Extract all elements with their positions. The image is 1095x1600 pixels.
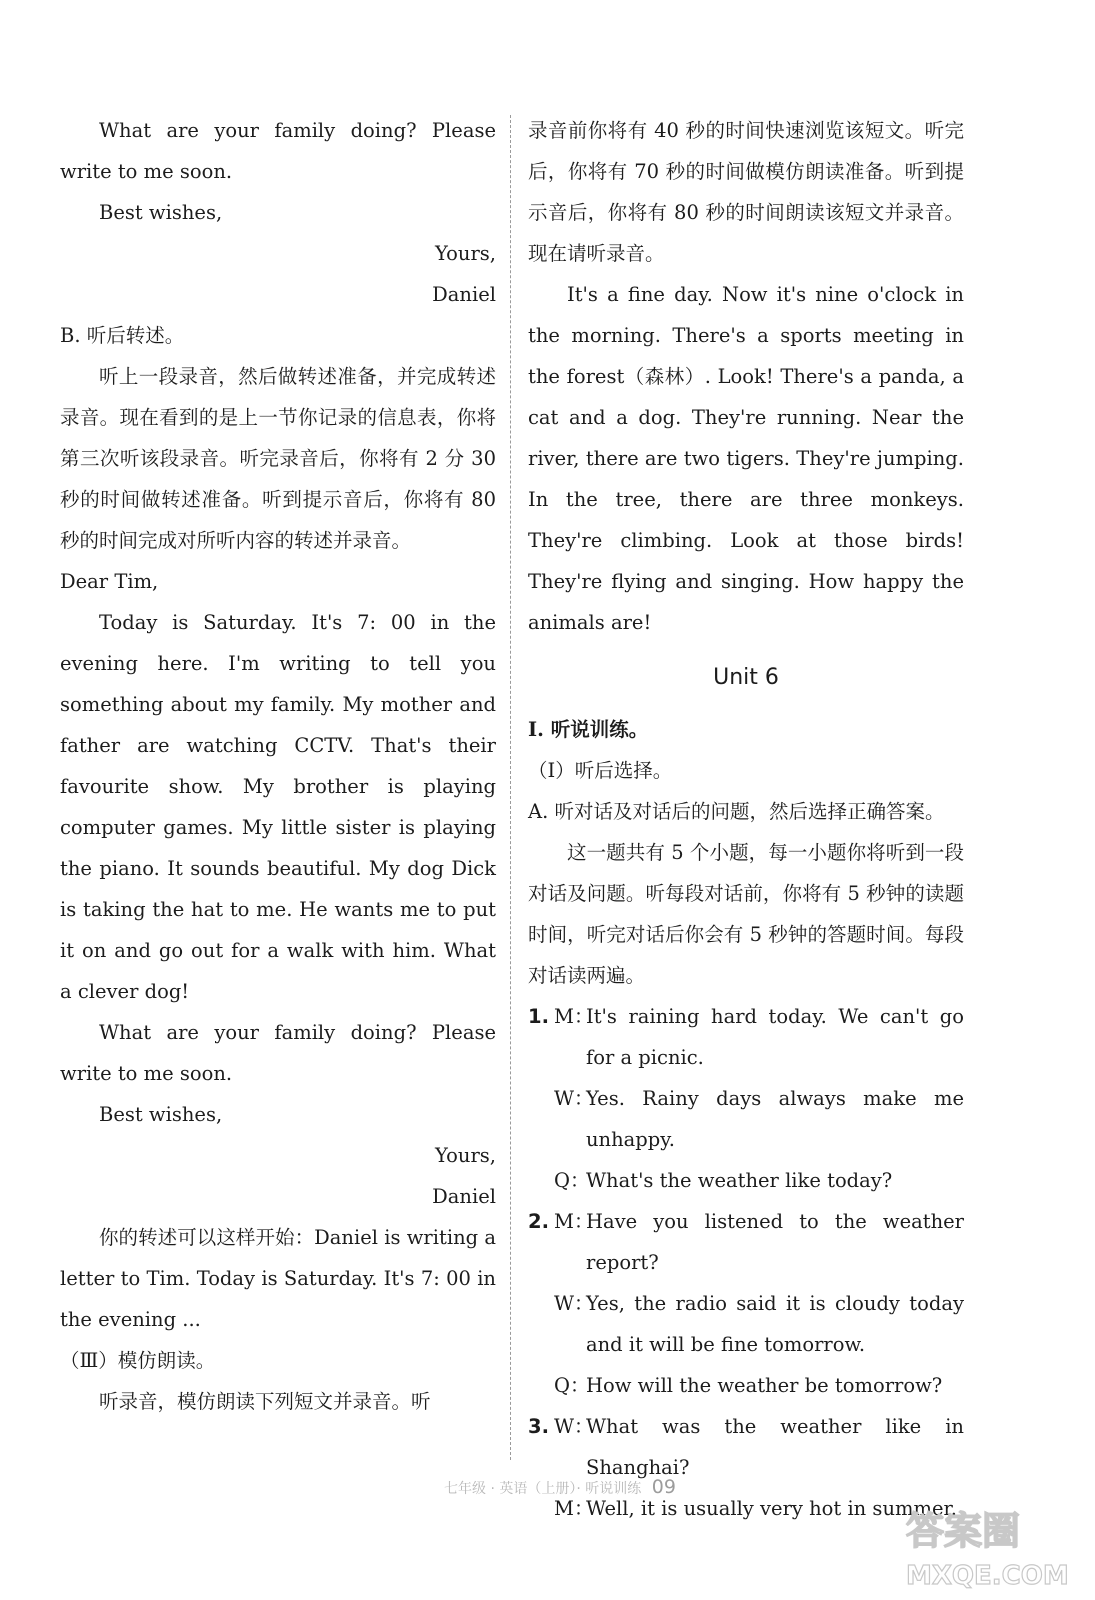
speaker: W： bbox=[554, 1292, 594, 1315]
letter1-yours: Yours, bbox=[434, 242, 496, 265]
letter2-best-wishes: Best wishes, bbox=[99, 1103, 223, 1126]
speaker: W： bbox=[554, 1087, 594, 1110]
watermark-url: MXQE.COM bbox=[906, 1561, 1069, 1590]
dialogue-number: 2. bbox=[528, 1210, 549, 1233]
page-number: 09 bbox=[651, 1476, 676, 1498]
reading-passage: It's a fine day. Now it's nine o'clock in the morning. There's a sports meeting in the forest（森林）. Look! There's a panda, a cat and a dog. They're running. Near the river, there are two tigers. They're jumping. In the tree, there are three monkeys. They're climbing. Look at those birds! They're flying and singing. How happy the animals are! bbox=[528, 283, 964, 634]
section-i-heading: Ⅰ. 听说训练。 bbox=[528, 718, 649, 741]
right-column bbox=[528, 110, 964, 1529]
speaker: Q： bbox=[554, 1374, 590, 1397]
dialogue-3 bbox=[528, 1406, 964, 1529]
dialogue-line bbox=[554, 1283, 964, 1365]
subsection-i-heading: （Ⅰ）听后选择。 bbox=[528, 759, 673, 782]
speaker: Q： bbox=[554, 1169, 590, 1192]
dialogue-1 bbox=[528, 996, 964, 1201]
letter1-signature: Daniel bbox=[432, 283, 496, 306]
line-text: What's the weather like today? bbox=[586, 1169, 893, 1192]
section-iii-instructions: 听录音，模仿朗读下列短文并录音。听 bbox=[99, 1390, 431, 1413]
section-iii-instructions-cont: 录音前你将有 40 秒的时间快速浏览该短文。听完后，你将有 70 秒的时间做模仿朗读准备。听到提示音后，你将有 80 秒的时间朗读该短文并录音。现在请听录音。 bbox=[528, 119, 964, 265]
section-b-instructions: 听上一段录音，然后做转述准备，并完成转述录音。现在看到的是上一节你记录的信息表，你将第三次听该段录音。听完录音后，你将有 2 分 30 秒的时间做转述准备。听到提示音后，你将有 80 秒的时间完成对所听内容的转述并录音。 bbox=[60, 365, 496, 552]
dialogue-2 bbox=[528, 1201, 964, 1406]
dialogue-line bbox=[554, 1160, 964, 1201]
letter2-signature: Daniel bbox=[432, 1185, 496, 1208]
dialogue-line bbox=[554, 1078, 964, 1160]
column-divider bbox=[510, 115, 511, 1460]
speaker: M： bbox=[554, 1497, 594, 1520]
dialogue-line bbox=[554, 1201, 964, 1283]
line-text: Have you listened to the weather report? bbox=[586, 1210, 964, 1274]
dialogue-number: 3. bbox=[528, 1415, 549, 1438]
speaker: M： bbox=[554, 1005, 594, 1028]
part-a-heading: A. 听对话及对话后的问题，然后选择正确答案。 bbox=[528, 800, 945, 823]
part-a-instructions: 这一题共有 5 个小题，每一小题你将听到一段对话及问题。听每段对话前，你将有 5 秒钟的读题时间，听完对话后你会有 5 秒钟的答题时间。每段对话读两遍。 bbox=[528, 841, 964, 987]
line-text: How will the weather be tomorrow? bbox=[586, 1374, 943, 1397]
line-text: Yes, the radio said it is cloudy today and it will be fine tomorrow. bbox=[586, 1292, 964, 1356]
letter2-greeting: Dear Tim, bbox=[60, 570, 159, 593]
speaker: W： bbox=[554, 1415, 594, 1438]
left-column bbox=[60, 110, 496, 1422]
watermark-logo bbox=[900, 1500, 1080, 1590]
footer-label: 七年级 · 英语（上册）· 听说训练 bbox=[444, 1481, 642, 1497]
page-footer bbox=[380, 1476, 740, 1498]
letter2-closing: What are your family doing? Please write to me soon. bbox=[60, 1021, 496, 1085]
speaker: M： bbox=[554, 1210, 594, 1233]
dialogue-line bbox=[554, 996, 964, 1078]
retell-start: 你的转述可以这样开始：Daniel is writing a letter to Tim. Today is Saturday. It's 7: 00 in the evening ... bbox=[60, 1226, 496, 1331]
line-text: Well, it is usually very hot in summer. bbox=[586, 1497, 957, 1520]
line-text: Yes. Rainy days always make me unhappy. bbox=[586, 1087, 964, 1151]
letter2-body: Today is Saturday. It's 7: 00 in the evening here. I'm writing to tell you something about my family. My mother and father are watching CCTV. That's their favourite show. My brother is playing computer games. My little sister is playing the piano. It sounds beautiful. My dog Dick is taking the hat to me. He wants me to put it on and go out for a walk with him. What a clever dog! bbox=[60, 611, 496, 1003]
section-b-heading: B. 听后转述。 bbox=[60, 324, 185, 347]
unit-title: Unit 6 bbox=[713, 665, 779, 690]
line-text: It's raining hard today. We can't go for a picnic. bbox=[586, 1005, 964, 1069]
section-iii-heading: （Ⅲ）模仿朗读。 bbox=[60, 1349, 216, 1372]
watermark-text: 答案圈 bbox=[906, 1509, 1021, 1553]
dialogue-number: 1. bbox=[528, 1005, 549, 1028]
letter2-yours: Yours, bbox=[434, 1144, 496, 1167]
letter1-closing: What are your family doing? Please write to me soon. bbox=[60, 119, 496, 183]
dialogue-line bbox=[554, 1365, 964, 1406]
line-text: What was the weather like in Shanghai? bbox=[586, 1415, 964, 1479]
letter1-best-wishes: Best wishes, bbox=[99, 201, 223, 224]
